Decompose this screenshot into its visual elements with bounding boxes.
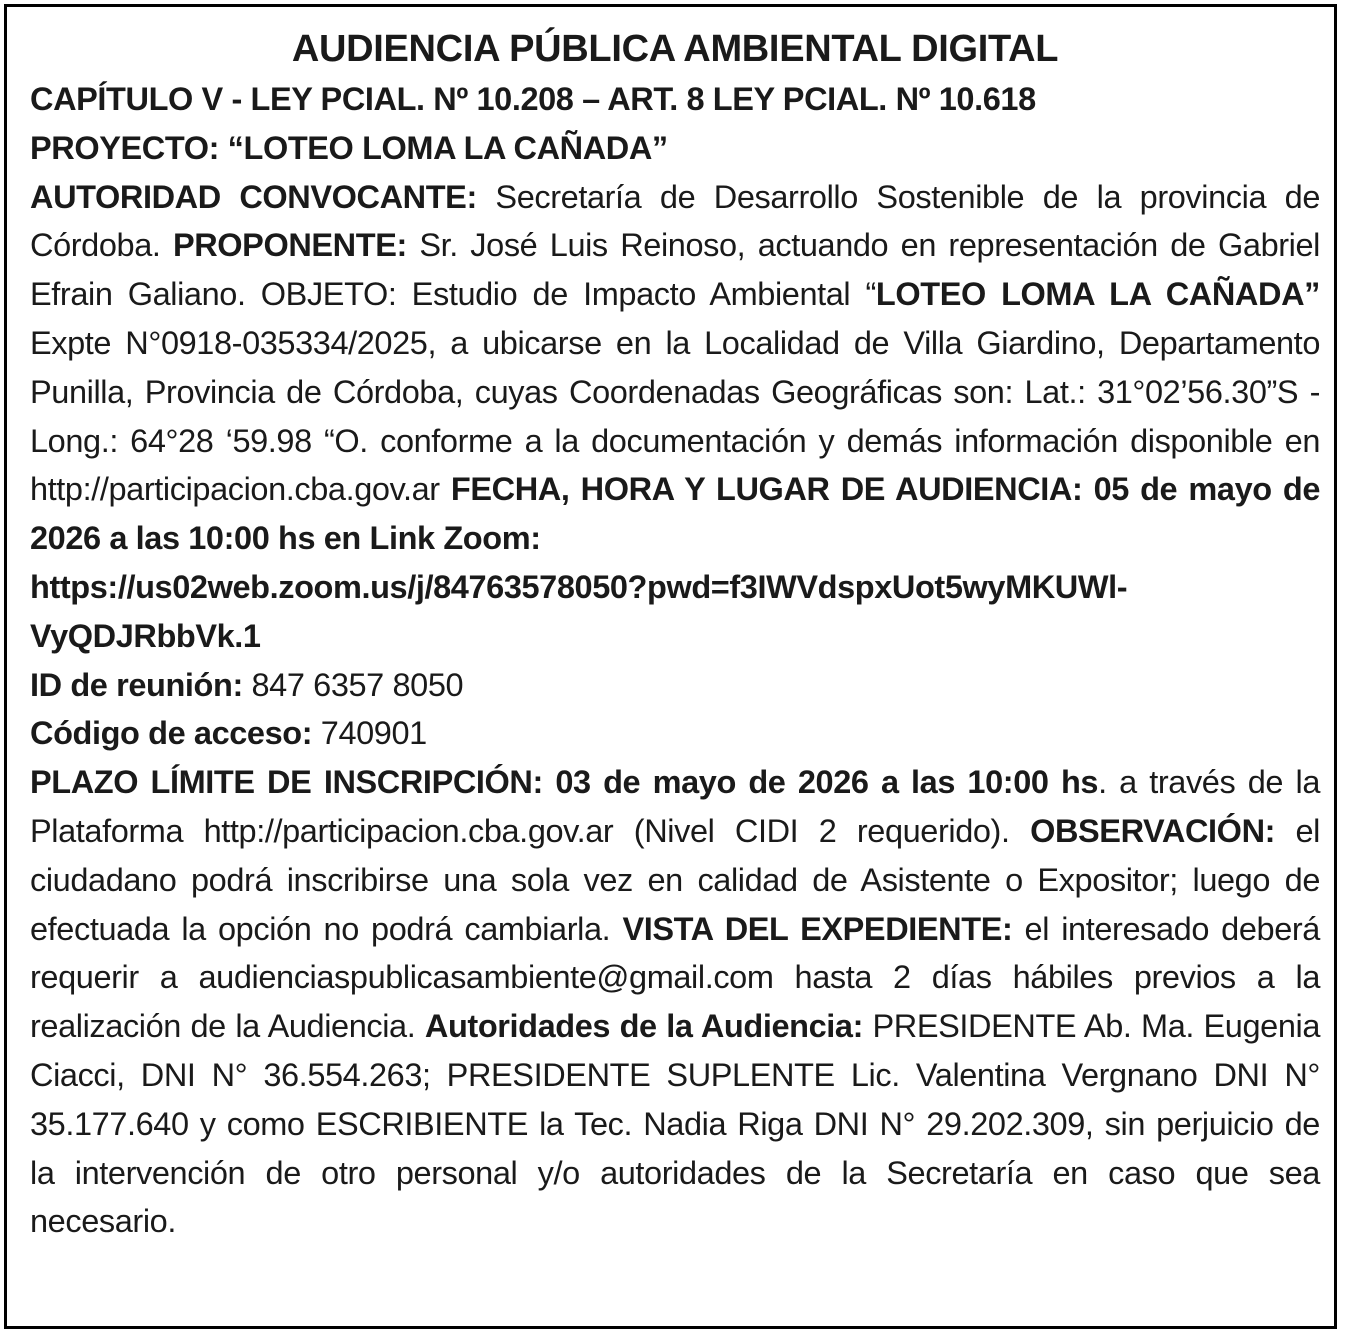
- object-text: Expte N°0918-035334/2025, a ubicarse en la Localidad de Villa Giardino, Departamento Punilla, Provincia de Córdoba, cuyas Coordenadas Geográficas son: Lat.: 31°02’56.30”S - Long.: 64°28 ‘59.98 “O. conforme a la documentación y demás información disponible en http://participacion.cba.gov.ar: [30, 324, 1320, 508]
- zoom-link-line-1[interactable]: https://us02web.zoom.us/j/84763578050?pwd=f3IWVdspxUot5wyMKUWl-: [30, 568, 1128, 605]
- notice-content: [30, 23, 1320, 1246]
- access-code-label: Código de acceso:: [30, 715, 313, 752]
- date-place-label: FECHA, HORA Y LUGAR DE AUDIENCIA: 05 de mayo de 2026 a las 10:00 hs en Link Zoom:: [30, 471, 1320, 557]
- deadline-text: . a través de la Plataforma http://participacion.cba.gov.ar (Nivel CIDI 2 requerido).: [30, 764, 1320, 849]
- observation-label: OBSERVACIÓN:: [1030, 812, 1276, 849]
- registration-paragraph: [30, 758, 1320, 1246]
- project-name: LOTEO LOMA LA CAÑADA”: [875, 276, 1320, 313]
- authorities-label: Autoridades de la Audiencia:: [424, 1008, 863, 1045]
- deadline-label: PLAZO LÍMITE DE INSCRIPCIÓN: 03 de mayo de 2026 a las 10:00 hs: [30, 764, 1099, 801]
- notice-frame: [4, 4, 1337, 1329]
- project-line: PROYECTO: “LOTEO LOMA LA CAÑADA”: [30, 129, 668, 166]
- authorities-text: PRESIDENTE Ab. Ma. Eugenia Ciacci, DNI N° 36.554.263; PRESIDENTE SUPLENTE Lic. Valentina Vergnano DNI N° 35.177.640 y como ESCRIBIENTE la Tec. Nadia Riga DNI N° 29.202.309, sin perjuicio de la intervención de otro personal y/o autoridades de la Secretaría en caso que sea necesario.: [30, 1008, 1320, 1240]
- authority-label: AUTORIDAD CONVOCANTE:: [30, 178, 477, 215]
- chapter-line: CAPÍTULO V - LEY PCIAL. Nº 10.208 – ART. 8 LEY PCIAL. Nº 10.618: [30, 81, 1036, 117]
- authority-text: Secretaría de Desarrollo Sostenible de la provincia de Córdoba.: [30, 178, 1321, 264]
- observation-text: el ciudadano podrá inscribirse una sola vez en calidad de Asistente o Expositor; luego de efectuada la opción no podrá cambiarla.: [30, 812, 1321, 947]
- proponent-text: Sr. José Luis Reinoso, actuando en representación de Gabriel Efrain Galiano. OBJETO: Estudio de Impacto Ambiental “: [30, 227, 1320, 313]
- proponent-label: PROPONENTE:: [172, 227, 407, 264]
- meeting-id-row: [30, 661, 1320, 710]
- access-code-row: [30, 709, 1320, 758]
- access-code-value: 740901: [312, 715, 427, 752]
- file-view-text: el interesado deberá requerir a audienciaspublicasambiente@gmail.com hasta 2 días hábiles previos a la realización de la Audiencia.: [30, 910, 1320, 1045]
- convocation-paragraph: [30, 173, 1320, 563]
- meeting-id-label: ID de reunión:: [30, 666, 243, 703]
- notice-title: AUDIENCIA PÚBLICA AMBIENTAL DIGITAL: [291, 28, 1059, 70]
- file-view-label: VISTA DEL EXPEDIENTE:: [622, 910, 1013, 947]
- zoom-link-line-2[interactable]: VyQDJRbbVk.1: [30, 617, 261, 654]
- meeting-id-value: 847 6357 8050: [242, 666, 464, 703]
